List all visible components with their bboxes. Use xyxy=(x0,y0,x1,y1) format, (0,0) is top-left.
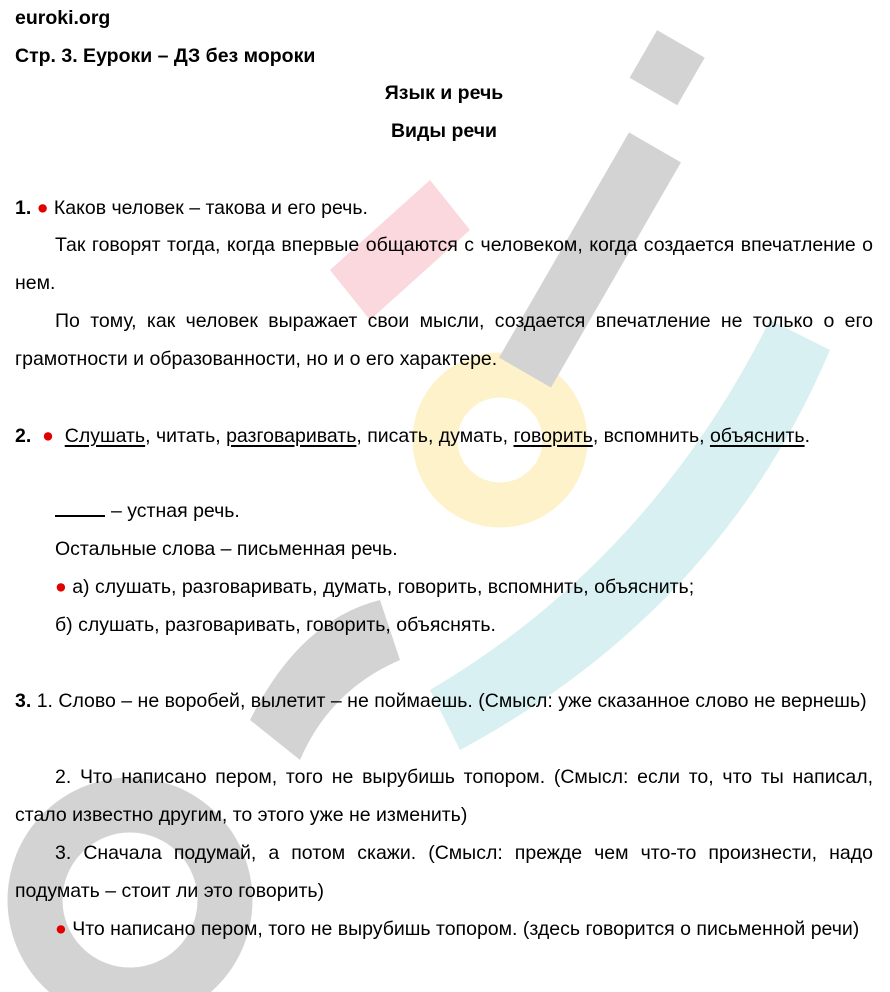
word: разговаривать xyxy=(226,425,357,447)
task2-b: б) слушать, разговаривать, говорить, объяснять. xyxy=(55,614,496,636)
word: говорить xyxy=(513,425,593,447)
subtopic-title: Виды речи xyxy=(390,120,498,142)
task1-lead-text: Каков человек – такова и его речь. xyxy=(53,197,368,219)
task3-item-2: 2. Что написано пером, того не вырубишь топором. (Смысл: если то, что ты написал, стало известно другим, то этого уже не изменить) xyxy=(15,766,873,826)
legend-text: – устная речь. xyxy=(111,500,240,522)
task3-extra-text: Что написано пером, того не вырубишь топором. (здесь говорится о письменной речи) xyxy=(72,918,860,940)
word: объяснить xyxy=(709,425,805,447)
task3-item-1 xyxy=(15,682,873,720)
task-number: 1. xyxy=(15,197,32,219)
task-number: 2. xyxy=(15,425,32,447)
task-number: 3. xyxy=(15,690,32,712)
task2-a-text: а) слушать, разговаривать, думать, говорить, вспомнить, объяснить; xyxy=(72,576,695,598)
word: Слушать xyxy=(64,425,146,447)
bullet-icon: ● xyxy=(55,918,67,940)
bullet-icon: ● xyxy=(36,197,49,219)
task2-a xyxy=(55,575,694,599)
word: писать xyxy=(367,425,428,447)
task1-paragraph-1: Так говорят тогда, когда впервые общаются с человеком, когда создается впечатление о нем. xyxy=(15,234,873,294)
word: вспомнить xyxy=(603,425,700,447)
topic-title: Язык и речь xyxy=(384,82,504,104)
site-name: euroki.org xyxy=(15,7,111,29)
task2-rest: Остальные слова – письменная речь. xyxy=(55,538,398,560)
word: думать xyxy=(438,425,503,447)
bullet-icon: ● xyxy=(55,576,67,598)
task3-item-1-text: 1. Слово – не воробей, вылетит – не поймаешь. (Смысл: уже сказанное слово не вернешь) xyxy=(36,690,867,712)
task3-item-3: 3. Сначала подумай, а потом скажи. (Смысл: прежде чем что-то произнести, надо подумать – стоит ли это говорить) xyxy=(15,842,873,902)
task3-extra xyxy=(15,910,873,948)
underline-sample xyxy=(55,499,105,517)
task2-words: 2. ● Слушать, читать, разговаривать, писать, думать, говорить, вспомнить, объяснить. xyxy=(15,425,810,447)
bullet-icon: ● xyxy=(42,425,54,447)
task2-legend xyxy=(55,499,240,523)
word: читать xyxy=(155,425,216,447)
page-title: Стр. 3. Еуроки – ДЗ без мороки xyxy=(15,45,316,67)
task1-lead xyxy=(15,196,368,220)
task1-paragraph-2: По тому, как человек выражает свои мысли, создается впечатление не только о его грамотности и образованности, но и о его характере. xyxy=(15,310,873,370)
